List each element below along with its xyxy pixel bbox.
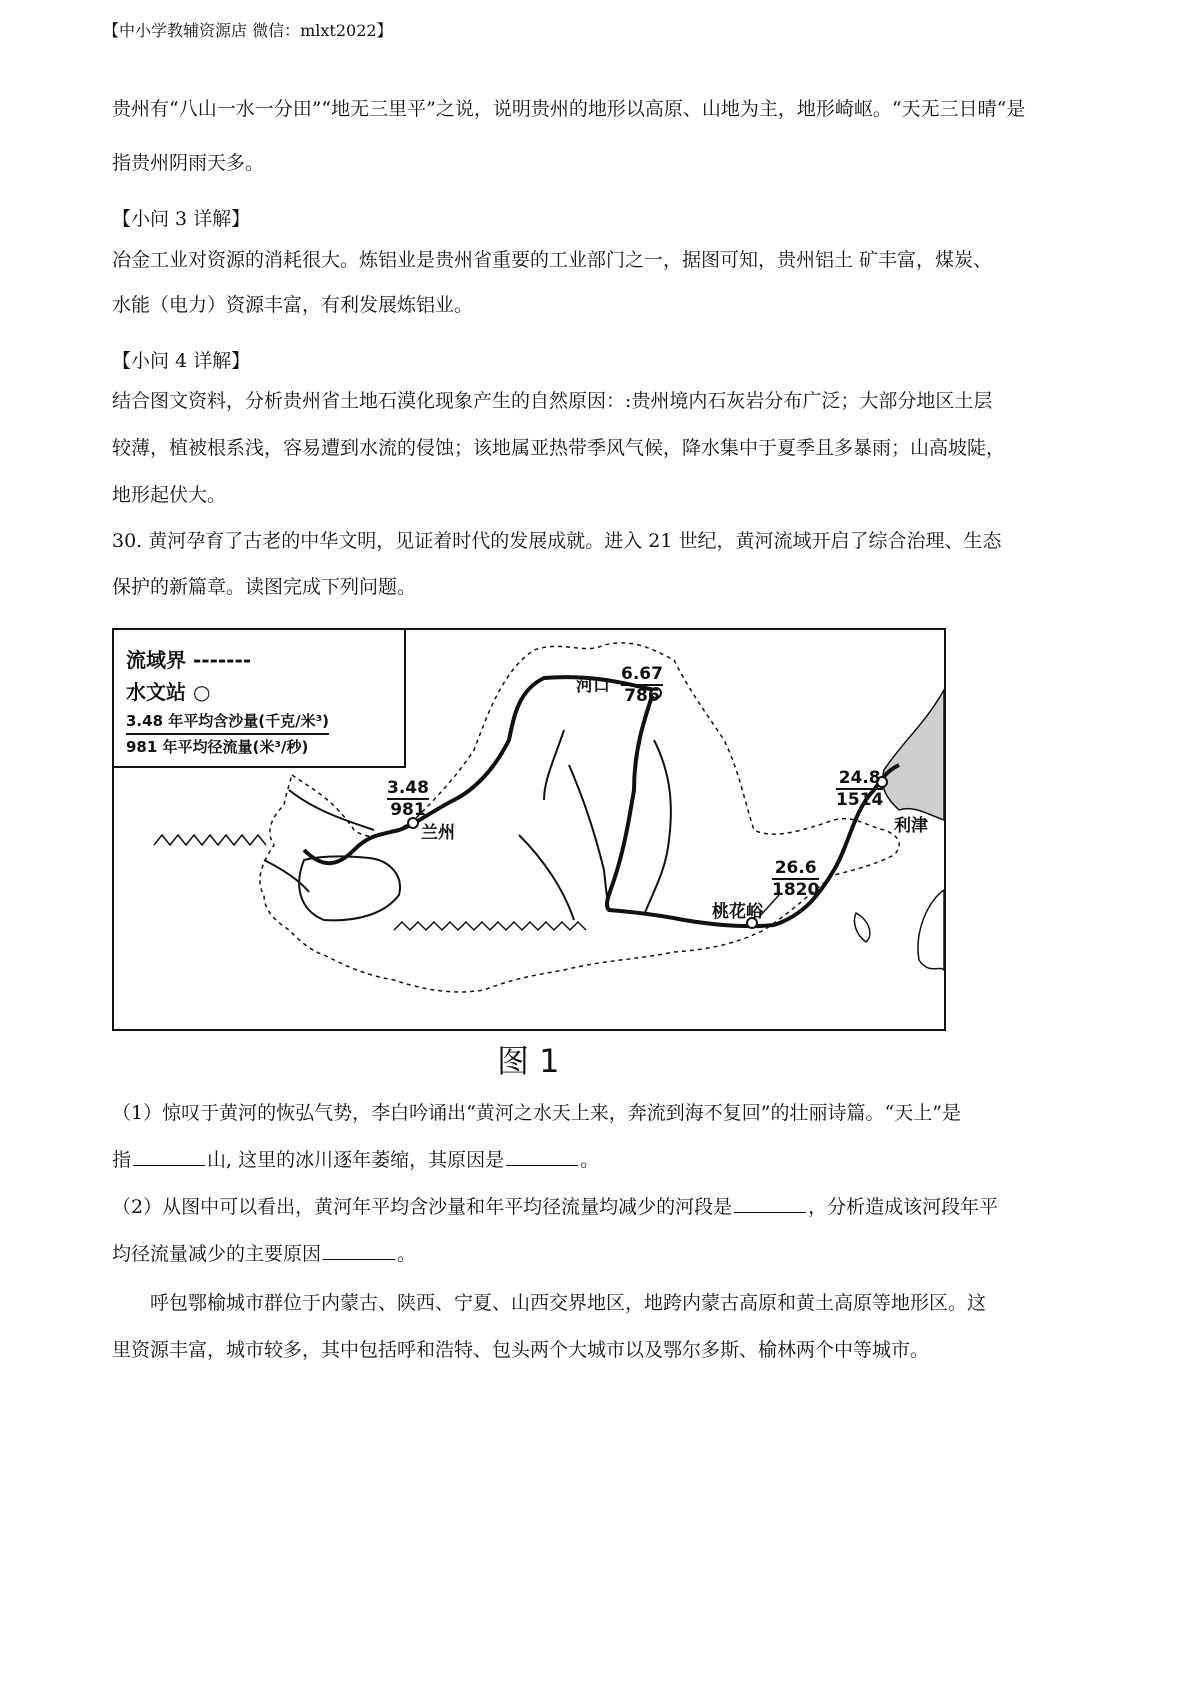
question-2-text: 。 [397, 1243, 417, 1265]
station-lijin-values [836, 768, 883, 810]
section-heading: 【小问 3 详解】 [112, 208, 251, 230]
paragraph-line: 结合图文资料，分析贵州省土地石漠化现象产生的自然原因：:贵州境内石灰岩分布广泛；大部分地区土层 [112, 390, 993, 412]
question-1-line: （1）惊叹于黄河的恢弘气势，李白吟诵出“黄河之水天上来，奔流到海不复回”的壮丽诗篇。“天上”是 [112, 1102, 961, 1124]
question-2-text: （2）从图中可以看出，黄河年平均含沙量和年平均径流量均减少的河段是 [112, 1196, 733, 1218]
section-heading: 【小问 4 详解】 [112, 350, 251, 372]
station-sediment: 3.48 [387, 778, 429, 798]
island [854, 913, 869, 942]
legend-basin-boundary: 流域界 ------- [126, 648, 252, 672]
tributary [644, 740, 671, 915]
station-hekou-values [621, 664, 663, 706]
station-sediment: 6.67 [621, 664, 663, 684]
answer-blank[interactable] [734, 1194, 806, 1213]
river-loop [299, 856, 400, 920]
question-stem: 30. 黄河孕育了古老的中华文明，见证着时代的发展成就。进入 21 世纪，黄河流域开启了综合治理、生态 [112, 530, 1002, 552]
yellow-river-map [112, 628, 946, 1031]
question-1-text: 。 [580, 1149, 600, 1171]
station-hekou-name: 河口 [576, 676, 610, 696]
answer-blank[interactable] [323, 1241, 395, 1260]
legend-runoff: 981 年平均径流量(米³/秒) [126, 738, 309, 756]
question-2-line [112, 1237, 1102, 1271]
station-taohuayu-name: 桃花峪 [712, 902, 763, 922]
station-sediment: 24.8 [836, 768, 883, 790]
header-note: 【中小学教辅资源店 微信：mlxt2022】 [103, 21, 393, 40]
question-2-text: 均径流量减少的主要原因 [112, 1243, 322, 1265]
question-1-line [112, 1143, 1102, 1177]
paragraph-line: 指贵州阴雨天多。 [112, 152, 265, 174]
tributary [569, 765, 609, 910]
station-taohuayu-values [772, 858, 819, 900]
passage-line: 里资源丰富，城市较多，其中包括呼和浩特、包头两个大城市以及鄂尔多斯、榆林两个中等城市。 [112, 1339, 930, 1361]
station-runoff: 1820 [772, 880, 820, 900]
station-sediment: 26.6 [772, 858, 819, 880]
answer-blank[interactable] [133, 1147, 205, 1166]
station-lijin-name: 利津 [894, 816, 928, 836]
station-lanzhou-name: 兰州 [421, 823, 455, 843]
legend-sediment: 3.48 年平均含沙量(千克/米³) [126, 710, 329, 735]
station-runoff: 1514 [836, 790, 884, 810]
paragraph-line: 贵州有“八山一水一分田”“地无三里平”之说，说明贵州的地形以高原、山地为主，地形崎岖。“天无三日晴“是 [112, 98, 1026, 120]
passage-line: 呼包鄂榆城市群位于内蒙古、陕西、宁夏、山西交界地区，地跨内蒙古高原和黄土高原等地形区。这 [150, 1292, 987, 1314]
sea-area [883, 690, 944, 820]
station-runoff: 981 [390, 800, 426, 820]
legend-hydro-station: 水文站 ○ [126, 680, 211, 704]
map-legend [114, 630, 406, 768]
question-1-text: 山, 这里的冰川逐年萎缩，其原因是 [207, 1149, 505, 1171]
station-lanzhou-values [387, 778, 429, 820]
question-1-text: 指 [112, 1149, 132, 1171]
tributary [289, 790, 374, 830]
question-stem: 保护的新篇章。读图完成下列问题。 [112, 576, 417, 598]
paragraph-line: 较薄，植被根系浅，容易遭到水流的侵蚀；该地属亚热带季风气候，降水集中于夏季且多暴雨；山高坡陡， [112, 437, 1006, 459]
paragraph-line: 水能（电力）资源丰富，有利发展炼铝业。 [112, 294, 474, 316]
paragraph-line: 地形起伏大。 [112, 484, 227, 506]
question-2-line [112, 1190, 1102, 1224]
peninsula [918, 890, 944, 970]
answer-blank[interactable] [506, 1147, 578, 1166]
figure-caption: 图 1 [497, 1042, 560, 1080]
tributary [519, 835, 574, 920]
paragraph-line: 冶金工业对资源的消耗很大。炼铝业是贵州省重要的工业部门之一，据图可知，贵州铝土 矿丰富，煤炭、 [112, 249, 993, 271]
tributary [544, 730, 564, 800]
station-runoff: 786 [624, 686, 660, 706]
question-2-text: ，分析造成该河段年平 [808, 1196, 999, 1218]
